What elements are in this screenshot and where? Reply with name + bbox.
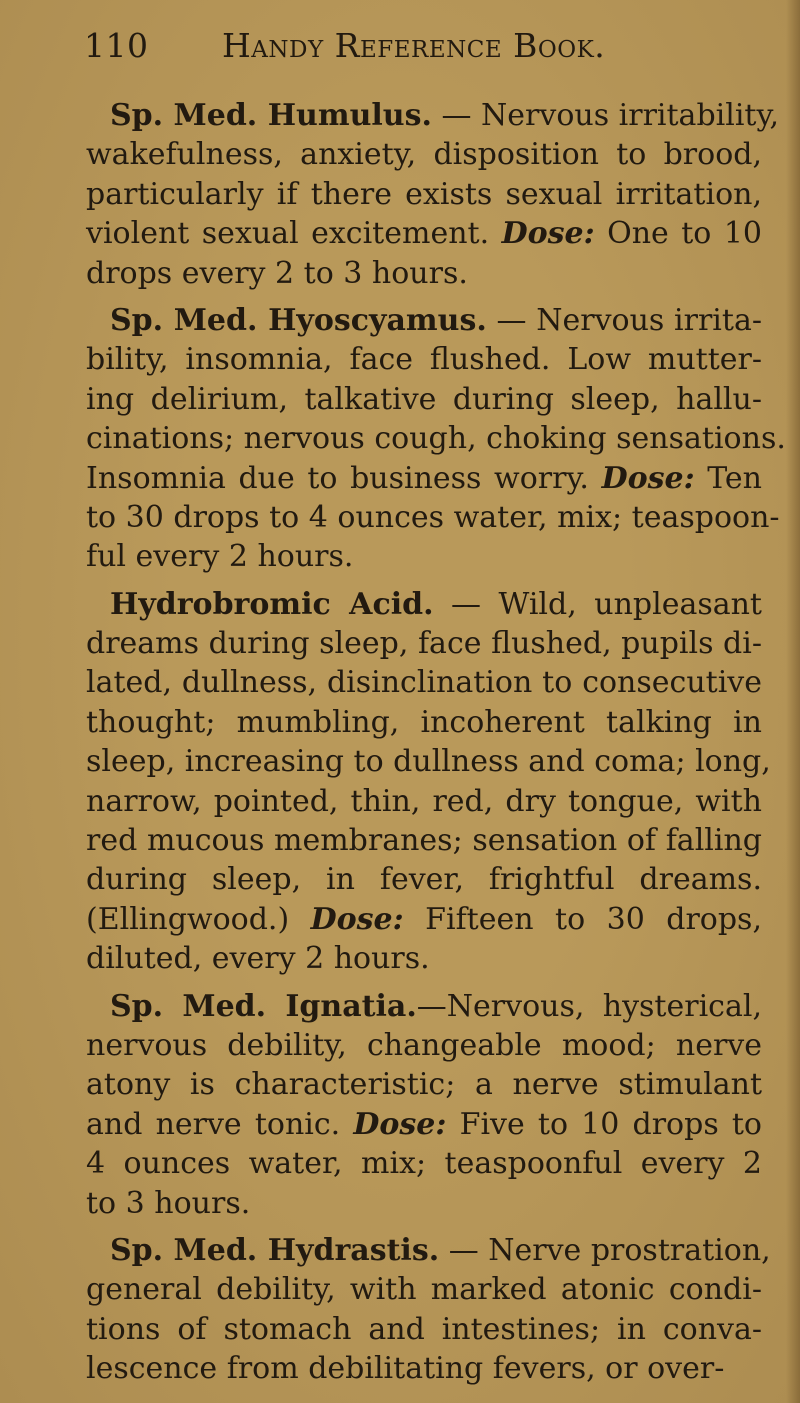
text-line <box>86 537 762 576</box>
text-line <box>86 214 762 253</box>
text-line <box>86 498 780 537</box>
text-line <box>86 175 762 214</box>
line-text: wakefulness, anxiety, disposition to brood, <box>86 137 762 173</box>
text-line <box>86 900 762 939</box>
line-text: to 3 hours. <box>86 1185 251 1221</box>
text-line <box>86 254 762 293</box>
text-line <box>86 1144 762 1183</box>
line-text: — Nervous irritability, <box>431 98 779 133</box>
line-text: general debility, with marked atonic condi- <box>86 1272 762 1308</box>
text-line <box>86 1065 762 1104</box>
entry-heading: Hydrobromic Acid. <box>110 586 434 622</box>
text-line <box>86 860 762 899</box>
entry-paragraph <box>86 987 762 1223</box>
text-line <box>86 1026 762 1065</box>
text-line <box>86 1349 762 1388</box>
dose-text: One to 10 <box>594 216 762 252</box>
paragraph-gap <box>86 293 762 301</box>
line-text: red mucous membranes; sensation of falling <box>86 823 762 859</box>
dose-label: Dose: <box>501 216 595 252</box>
dose-label: Dose: <box>601 460 695 496</box>
dose-text: Ten <box>694 460 762 496</box>
line-text: cinations; nervous cough, choking sensations. <box>86 421 786 457</box>
text-line <box>86 821 762 860</box>
running-title: Handy Reference Book. <box>222 26 606 65</box>
line-text: thought; mumbling, incoherent talking in <box>86 704 762 740</box>
line-text: drops every 2 to 3 hours. <box>86 255 468 291</box>
text-line <box>86 939 762 978</box>
text-line <box>86 340 762 379</box>
text-line <box>86 1184 762 1223</box>
line-text: narrow, pointed, thin, red, dry tongue, with <box>86 783 762 819</box>
line-text: diluted, every 2 hours. <box>86 941 430 977</box>
entry-first-line <box>86 96 779 135</box>
dose-text: Fifteen to 30 drops, <box>403 901 762 937</box>
text-line <box>86 1310 762 1349</box>
page-header <box>84 26 644 70</box>
text-line <box>86 782 762 821</box>
line-text: ing delirium, talkative during sleep, hallu- <box>86 381 762 417</box>
text-line <box>86 703 762 742</box>
entry-first-line <box>86 987 762 1026</box>
entry-paragraph <box>86 585 771 979</box>
line-text: 4 ounces water, mix; teaspoonful every 2 <box>86 1146 762 1182</box>
dose-label: Dose: <box>310 901 404 937</box>
text-line <box>86 624 762 663</box>
line-text: violent sexual excitement. <box>86 216 502 252</box>
line-text: atony is characteristic; a nerve stimulant <box>86 1067 762 1103</box>
line-text: and nerve tonic. <box>86 1106 354 1142</box>
entry-paragraph <box>86 96 779 293</box>
line-text: Insomnia due to business worry. <box>86 460 602 496</box>
line-text: sleep, increasing to dullness and coma; long, <box>86 744 771 780</box>
text-line <box>86 1105 762 1144</box>
page-edge-shadow <box>786 0 800 1403</box>
dose-label: Dose: <box>353 1106 447 1142</box>
text-line <box>86 380 762 419</box>
line-text: ful every 2 hours. <box>86 539 354 575</box>
entry-heading: Sp. Med. Hyoscyamus. <box>110 302 487 338</box>
entry-heading: Sp. Med. Humulus. <box>110 98 432 133</box>
dose-text: Five to 10 drops to <box>446 1106 762 1142</box>
line-text: tions of stomach and intestines; in conva- <box>86 1311 762 1347</box>
text-line <box>86 1270 762 1309</box>
line-text: particularly if there exists sexual irritation, <box>86 176 762 212</box>
line-text: — Nervous irrita- <box>486 302 762 338</box>
line-text: to 30 drops to 4 ounces water, mix; teaspoon- <box>86 499 780 535</box>
line-text: during sleep, in fever, frightful dreams. <box>86 862 762 898</box>
line-text: lated, dullness, disinclination to consecutive <box>86 665 762 701</box>
line-text: — Wild, unpleasant <box>433 586 762 622</box>
entry-paragraph <box>86 301 786 577</box>
text-line <box>86 459 762 498</box>
line-text: (Ellingwood.) <box>86 901 311 937</box>
body-text <box>86 96 786 1389</box>
line-text: — Nerve prostration, <box>439 1232 771 1268</box>
line-text: bility, insomnia, face flushed. Low mutter- <box>86 342 762 378</box>
entry-heading: Sp. Med. Ignatia. <box>110 988 417 1024</box>
line-text: —Nervous, hysterical, <box>416 988 762 1024</box>
text-line <box>86 135 762 174</box>
line-text: nervous debility, changeable mood; nerve <box>86 1027 762 1063</box>
paragraph-gap <box>86 577 762 585</box>
entry-first-line <box>86 301 762 340</box>
entry-heading: Sp. Med. Hydrastis. <box>110 1232 440 1268</box>
text-line <box>86 663 762 702</box>
text-line <box>86 419 786 458</box>
line-text: lescence from debilitating fevers, or over- <box>86 1351 725 1387</box>
entry-paragraph <box>86 1231 771 1389</box>
entry-first-line <box>86 1231 771 1270</box>
text-line <box>86 742 771 781</box>
entry-first-line <box>86 585 762 624</box>
paragraph-gap <box>86 1223 762 1231</box>
line-text: dreams during sleep, face flushed, pupils di- <box>86 626 762 662</box>
paragraph-gap <box>86 979 762 987</box>
page-number: 110 <box>84 26 149 65</box>
